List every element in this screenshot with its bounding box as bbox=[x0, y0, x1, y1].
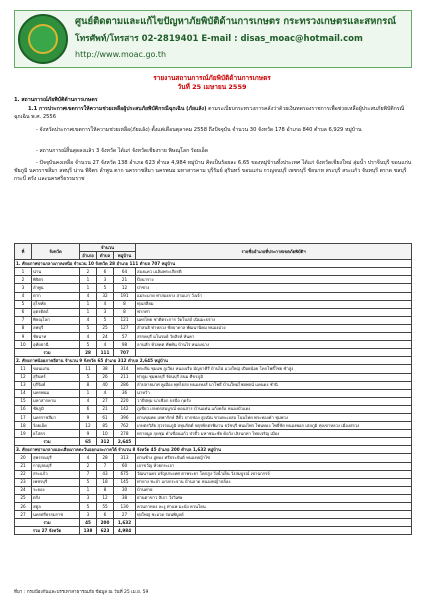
village-count: 396 bbox=[114, 413, 136, 421]
col-header-detail: รายชื่ออำเภอที่ประกาศเขตภัยพิบัติฯ bbox=[136, 244, 412, 260]
subsection-paragraph: 1.1 การประกาศเขตการให้ความช่วยเหลือผู้ประสบภัยพิบัติกรณีฉุกเฉิน (ภัยแล้ง) ตามระเบียบกระทรวงการคลังว่าด้วยเงินทดรองราชการเพื่อช่วยเหลือผู้ประสบภัยพิบัติกรณีฉุกเฉิน พ.ศ. 2556 bbox=[14, 106, 405, 120]
subtotal-village: 707 bbox=[114, 349, 136, 357]
tambon-count: 10 bbox=[97, 430, 114, 438]
district-list: ลำสนธิ ท่าหลวง ชัยบาดาล พัฒนานิคม หนองม่วง bbox=[136, 324, 412, 332]
declared-provinces-paragraph: - จังหวัดประกาศเขตการให้ความช่วยเหลือ(ภัยแล้ง) ตั้งแต่เดือนตุลาคม 2558 ถึงปัจจุบัน จำนวน 30 จังหวัด 178 อำเภอ 840 ตำบล 6,929 หมู่บ้าน bbox=[36, 127, 362, 133]
table-row bbox=[15, 333, 412, 341]
row-number: 24 bbox=[15, 486, 32, 494]
province-name: สุรินทร์ bbox=[32, 373, 80, 381]
district-list: ฟากท่า bbox=[136, 308, 412, 316]
subtotal-tambon: 200 bbox=[97, 519, 114, 527]
village-count: 142 bbox=[114, 405, 136, 413]
row-number: 11 bbox=[15, 365, 32, 373]
tambon-count: 27 bbox=[97, 397, 114, 405]
table-row bbox=[15, 470, 412, 478]
district-list: ท่ายาง ชะอำ แก่งกระจาน บ้านลาด หนองหญ้าปล้อง bbox=[136, 478, 412, 486]
district-list: ภูเขียว เกษตรสมบูรณ์ คอนสาร บ้านแท่น แก้งคร้อ หนองบัวแดง bbox=[136, 405, 412, 413]
amphoe-count: 5 bbox=[80, 373, 97, 381]
subtotal-label: รวม bbox=[15, 519, 80, 527]
village-count: 30 bbox=[114, 486, 136, 494]
province-name: อุตรดิตถ์ bbox=[32, 308, 80, 316]
contact-line: โทรศัพท์/โทรสาร 02-2819401 E-mail : disas_moac@hotmail.com bbox=[75, 34, 363, 44]
amphoe-count: 5 bbox=[80, 503, 97, 511]
table-row bbox=[15, 268, 412, 276]
row-number: 1 bbox=[15, 268, 32, 276]
grand-total-village: 4,984 bbox=[114, 527, 136, 535]
village-count: 130 bbox=[114, 503, 136, 511]
amphoe-count: 1 bbox=[80, 308, 97, 316]
row-number: 5 bbox=[15, 300, 32, 308]
village-count: 127 bbox=[114, 324, 136, 332]
ministry-logo bbox=[18, 14, 68, 64]
grand-total-row bbox=[15, 527, 412, 535]
amphoe-count: 5 bbox=[80, 478, 97, 486]
province-name: สระแก้ว bbox=[32, 470, 80, 478]
amphoe-count: 9 bbox=[80, 430, 97, 438]
district-list: เลาขวัญ ห้วยกระเจา bbox=[136, 462, 412, 470]
row-number: 10 bbox=[15, 341, 32, 349]
village-count: 12 bbox=[114, 284, 136, 292]
village-count: 38 bbox=[114, 494, 136, 502]
village-count: 57 bbox=[114, 333, 136, 341]
subtotal-row bbox=[15, 349, 412, 357]
table-row bbox=[15, 397, 412, 405]
table-row bbox=[15, 430, 412, 438]
district-list: ท่าตูม ชุมพลบุรี รัตนบุรี สนม ศีขรภูมิ bbox=[136, 373, 412, 381]
province-name: พิจิตร bbox=[32, 276, 80, 284]
tambon-count: 28 bbox=[97, 454, 114, 462]
province-name: ร้อยเอ็ด bbox=[32, 422, 80, 430]
tambon-count: 24 bbox=[97, 333, 114, 341]
district-list: บึงนาราง bbox=[136, 276, 412, 284]
subtotal-row bbox=[15, 438, 412, 446]
village-count: 762 bbox=[114, 422, 136, 430]
amphoe-count: 6 bbox=[80, 405, 97, 413]
col-header-count: จำนวน bbox=[80, 244, 136, 252]
province-name: น่าน bbox=[32, 268, 80, 276]
district-list: ด่านขุนทด เทพารักษ์ สีคิ้ว ปากช่อง สูงเนิน ขามทะเลสอ โนนไทย พระทองคำ ชุมพวง bbox=[136, 413, 412, 421]
amphoe-count: 7 bbox=[80, 470, 97, 478]
province-name: ระยอง bbox=[32, 486, 80, 494]
region-group-title: 1. ศักยภาพปานกลางภาคเหนือ จำนวน 10 จังหวัด 28 อำเภอ 111 ตำบล 707 หมู่บ้าน bbox=[15, 260, 412, 268]
row-number: 4 bbox=[15, 292, 32, 300]
subtotal-village: 2,645 bbox=[114, 438, 136, 446]
table-row bbox=[15, 389, 412, 397]
province-name: ตาก bbox=[32, 292, 80, 300]
row-number: 2 bbox=[15, 276, 32, 284]
village-count: 60 bbox=[114, 462, 136, 470]
amphoe-count: 5 bbox=[80, 324, 97, 332]
row-number: 27 bbox=[15, 511, 32, 519]
province-name: ยโสธร bbox=[32, 430, 80, 438]
document-date: วันที่ 25 เมษายน 2559 bbox=[177, 83, 247, 91]
tambon-count: 55 bbox=[97, 503, 114, 511]
district-list: วาปีปทุม นาเชือก บรบือ กุดรัง bbox=[136, 397, 412, 405]
tambon-count: 21 bbox=[97, 405, 114, 413]
province-name: ลพบุรี bbox=[32, 324, 80, 332]
district-list: ด่านช้าง อู่ทอง ศรีประจันต์ หนองหญ้าไซ bbox=[136, 454, 412, 462]
village-count: 191 bbox=[114, 292, 136, 300]
table-row bbox=[15, 413, 412, 421]
district-list: สรรคบุรี มโนรมย์ วัดสิงห์ หันคา bbox=[136, 333, 412, 341]
amphoe-count: 1 bbox=[80, 486, 97, 494]
village-count: 675 bbox=[114, 470, 136, 478]
village-count: 98 bbox=[114, 341, 136, 349]
row-number: 25 bbox=[15, 494, 32, 502]
village-count: 36 bbox=[114, 389, 136, 397]
col-header-village: หมู่บ้าน bbox=[114, 252, 136, 260]
row-number: 13 bbox=[15, 381, 32, 389]
village-count: 64 bbox=[114, 268, 136, 276]
tambon-count: 5 bbox=[97, 284, 114, 292]
province-name: นครพนม bbox=[32, 389, 80, 397]
province-name: ขอนแก่น bbox=[32, 365, 80, 373]
table-row bbox=[15, 292, 412, 300]
province-name: สุโขทัย bbox=[32, 300, 80, 308]
province-name: นครราชสีมา bbox=[32, 413, 80, 421]
amphoe-count: 4 bbox=[80, 316, 97, 324]
district-list: ทุ่งเสลี่ยม bbox=[136, 300, 412, 308]
row-number: 22 bbox=[15, 470, 32, 478]
province-name: ลำพูน bbox=[32, 284, 80, 292]
row-number: 15 bbox=[15, 397, 32, 405]
tambon-count: 25 bbox=[97, 324, 114, 332]
amphoe-count: 1 bbox=[80, 389, 97, 397]
district-list: วัฒนานคร อรัญประเทศ ตาพระยา โคกสูง วังน้ำเย็น วังสมบูรณ์ เขาฉกรรจ์ bbox=[136, 470, 412, 478]
website-link[interactable]: http://www.moac.go.th bbox=[75, 50, 167, 59]
col-header-tambon: ตำบล bbox=[97, 252, 114, 260]
row-number: 7 bbox=[15, 316, 32, 324]
row-number: 26 bbox=[15, 503, 32, 511]
subtotal-blank bbox=[136, 438, 412, 446]
tambon-count: 61 bbox=[97, 413, 114, 421]
table-row bbox=[15, 381, 412, 389]
region-group-title: 3. ศักยภาพปานกลางและเสี่ยงภาคตะวันออกและภาคใต้ จำนวน 8 จังหวัด 45 อำเภอ 200 ตำบล 1,632 หมู่บ้าน bbox=[15, 446, 412, 454]
amphoe-count: 2 bbox=[80, 268, 97, 276]
subtotal-label: รวม bbox=[15, 438, 80, 446]
region-group-title: 2. ศักยภาพน้อยภาคอีสาน จำนวน 9 จังหวัด 65 อำเภอ 312 ตำบล 2,645 หมู่บ้าน bbox=[15, 357, 412, 365]
tambon-count: 18 bbox=[97, 478, 114, 486]
row-number: 3 bbox=[15, 284, 32, 292]
tambon-count: 38 bbox=[97, 365, 114, 373]
drought-declaration-table bbox=[14, 243, 412, 535]
subtotal-tambon: 312 bbox=[97, 438, 114, 446]
province-name: ตรัง bbox=[32, 494, 80, 502]
tambon-count: 7 bbox=[97, 462, 114, 470]
province-name: สุพรรณบุรี bbox=[32, 454, 80, 462]
row-number: 21 bbox=[15, 462, 32, 470]
province-name: มหาสารคาม bbox=[32, 397, 80, 405]
table-row bbox=[15, 422, 412, 430]
table-row bbox=[15, 462, 412, 470]
subtotal-row bbox=[15, 519, 412, 527]
row-number: 14 bbox=[15, 389, 32, 397]
village-count: 278 bbox=[114, 430, 136, 438]
amphoe-count: 4 bbox=[80, 333, 97, 341]
row-number: 16 bbox=[15, 405, 32, 413]
amphoe-count: 4 bbox=[80, 292, 97, 300]
table-row bbox=[15, 511, 412, 519]
village-count: 286 bbox=[114, 381, 136, 389]
table-row bbox=[15, 486, 412, 494]
amphoe-count: 2 bbox=[80, 462, 97, 470]
district-list: ทุ่งใหญ่ ชะอวด ร่อนพิบูลย์ bbox=[136, 511, 412, 519]
grand-total-amphoe: 138 bbox=[80, 527, 97, 535]
grand-total-tambon: 623 bbox=[97, 527, 114, 535]
grand-total-label: รวม 27 จังหวัด bbox=[15, 527, 80, 535]
province-name: กาญจนบุรี bbox=[32, 462, 80, 470]
subtotal-label: รวม bbox=[15, 349, 80, 357]
table-row bbox=[15, 494, 412, 502]
tambon-count: 5 bbox=[97, 316, 114, 324]
table-row bbox=[15, 454, 412, 462]
row-number: 17 bbox=[15, 413, 32, 421]
table-row bbox=[15, 276, 412, 284]
village-count: 21 bbox=[114, 276, 136, 284]
amphoe-count: 9 bbox=[80, 413, 97, 421]
subtotal-amphoe: 65 bbox=[80, 438, 97, 446]
province-name: พิษณุโลก bbox=[32, 316, 80, 324]
region-group-row bbox=[15, 446, 412, 454]
amphoe-count: 3 bbox=[80, 511, 97, 519]
tambon-count: 40 bbox=[97, 381, 114, 389]
row-number: 18 bbox=[15, 422, 32, 430]
col-header-province: จังหวัด bbox=[32, 244, 80, 260]
amphoe-count: 4 bbox=[80, 454, 97, 462]
village-count: 8 bbox=[114, 308, 136, 316]
village-count: 314 bbox=[114, 365, 136, 373]
table-row bbox=[15, 341, 412, 349]
province-name: อุทัยธานี bbox=[32, 341, 80, 349]
tambon-count: 26 bbox=[97, 373, 114, 381]
grand-total-blank bbox=[136, 527, 412, 535]
province-name: สตูล bbox=[32, 503, 80, 511]
province-name: เพชรบุรี bbox=[32, 478, 80, 486]
district-list: นครไทย ชาติตระการ วัดโบสถ์ เนินมะปราง bbox=[136, 316, 412, 324]
table-row bbox=[15, 478, 412, 486]
amphoe-count: 5 bbox=[80, 341, 97, 349]
region-group-row bbox=[15, 357, 412, 365]
district-list: ย่านตาขาว สิเกา วังวิเศษ bbox=[136, 494, 412, 502]
table-row bbox=[15, 405, 412, 413]
subtotal-blank bbox=[136, 349, 412, 357]
tambon-count: 4 bbox=[97, 389, 114, 397]
row-number: 20 bbox=[15, 454, 32, 462]
province-name: ชัยนาท bbox=[32, 333, 80, 341]
province-name: นครศรีธรรมราช bbox=[32, 511, 80, 519]
district-list: ลำปลายมาศ คูเมือง พุทไธสง หนองหงส์ นาโพธิ์ บ้านใหม่ไชยพจน์ แคนดง ชำนิ bbox=[136, 381, 412, 389]
subtotal-blank bbox=[136, 519, 412, 527]
row-number: 8 bbox=[15, 324, 32, 332]
row-number: 6 bbox=[15, 308, 32, 316]
row-number: 23 bbox=[15, 478, 32, 486]
subtotal-amphoe: 45 bbox=[80, 519, 97, 527]
tambon-count: 43 bbox=[97, 470, 114, 478]
amphoe-count: 11 bbox=[80, 365, 97, 373]
district-list: นาหว้า bbox=[136, 389, 412, 397]
district-list: สองแคว เฉลิมพระเกียรติ bbox=[136, 268, 412, 276]
amphoe-count: 1 bbox=[80, 300, 97, 308]
ended-provinces-paragraph: - สถานการณ์สิ้นสุดลงแล้ว 3 จังหวัด ได้แก่ จังหวัดเชียงราย พิษณุโลก ร้อยเอ็ด bbox=[36, 148, 209, 154]
tambon-count: 6 bbox=[97, 511, 114, 519]
tambon-count: 85 bbox=[97, 422, 114, 430]
village-count: 211 bbox=[114, 373, 136, 381]
section-heading: 1. สถานการณ์ภัยพิบัติด้านการเกษตร bbox=[14, 97, 98, 103]
amphoe-count: 12 bbox=[80, 422, 97, 430]
tambon-count: 12 bbox=[97, 494, 114, 502]
district-list: ป่าซาง bbox=[136, 284, 412, 292]
table-row bbox=[15, 373, 412, 381]
tambon-count: 6 bbox=[97, 268, 114, 276]
province-name: ชัยภูมิ bbox=[32, 405, 80, 413]
village-count: 27 bbox=[114, 511, 136, 519]
tambon-count: 32 bbox=[97, 292, 114, 300]
source-note: ที่มา : กรมป้องกันและบรรเทาสาธารณภัย ข้อมูล ณ วันที่ 25 เม.ย. 59 bbox=[14, 590, 149, 595]
subtotal-tambon: 111 bbox=[97, 349, 114, 357]
amphoe-count: 3 bbox=[80, 494, 97, 502]
district-list: บ้านค่าย bbox=[136, 486, 412, 494]
org-name: ศูนย์ติดตามและแก้ไขปัญหาภัยพิบัติด้านการเกษตร กระทรวงเกษตรและสหกรณ์ bbox=[75, 16, 397, 27]
tambon-count: 8 bbox=[97, 486, 114, 494]
tambon-count: 4 bbox=[97, 341, 114, 349]
table-row bbox=[15, 324, 412, 332]
village-count: 313 bbox=[114, 454, 136, 462]
region-group-row bbox=[15, 260, 412, 268]
amphoe-count: 1 bbox=[80, 284, 97, 292]
amphoe-count: 8 bbox=[80, 381, 97, 389]
amphoe-count: 4 bbox=[80, 397, 97, 405]
col-header-amphoe: อำเภอ bbox=[80, 252, 97, 260]
district-list: ควนกาหลง ละงู ท่าแพ มะนัง ควนโดน bbox=[136, 503, 412, 511]
district-list: เกษตรวิสัย สุวรรณภูมิ ปทุมรัตต์ จตุรพักตรพิมาน ธวัชบุรี พนมไพร โพนทอง โพธิ์ชัย หนองพอก เสลภูมิ ทุ่งเขาหลวง เมืองสรวง bbox=[136, 422, 412, 430]
table-row bbox=[15, 284, 412, 292]
row-number: 19 bbox=[15, 430, 32, 438]
table-row bbox=[15, 316, 412, 324]
village-count: 121 bbox=[114, 316, 136, 324]
district-list: พระยืน ชุมแพ ภูเวียง หนองเรือ มัญจาคีรี บ้านไผ่ แวงใหญ่ เปือยน้อย โคกโพธิ์ไชย ซำสูง bbox=[136, 365, 412, 373]
remaining-provinces-paragraph: - ปัจจุบันคงเหลือ จำนวน 27 จังหวัด 138 อำเภอ 623 ตำบล 4,984 หมู่บ้าน คิดเป็นร้อยละ 6.65 ของหมู่บ้านทั้งประเทศ ได้แก่ จังหวัดเชียงใหม่ ลุ่มน้ำ ปราจีนบุรี ขอนแก่น ชัยภูมิ นครราชสีมา ลพบุรี น่าน พิจิตร ลำพูน ตาก นครราชสีมา นครพนม มหาสารคาม บุรีรัมย์ สุรินทร์ ขอนแก่น กาญจนบุรี เพชรบุรี ชัยนาท สระบุรี สระแก้ว จันทบุรี ตราด ชลบุรี กระบี่ ตรัง และนครศรีธรรมราช bbox=[14, 160, 412, 182]
letterhead bbox=[14, 10, 412, 68]
tambon-count: 3 bbox=[97, 308, 114, 316]
district-list: แม่ระมาด ท่าสองยาง สามเงา วังเจ้า bbox=[136, 292, 412, 300]
document-title: รายงานสถานการณ์ภัยพิบัติด้านการเกษตร bbox=[153, 74, 271, 82]
village-count: 145 bbox=[114, 478, 136, 486]
village-count: 8 bbox=[114, 300, 136, 308]
row-number: 12 bbox=[15, 373, 32, 381]
subtotal-village: 1,632 bbox=[114, 519, 136, 527]
table-row bbox=[15, 365, 412, 373]
village-count: 220 bbox=[114, 397, 136, 405]
table-row bbox=[15, 300, 412, 308]
col-header-no: ที่ bbox=[15, 244, 32, 260]
subtotal-amphoe: 28 bbox=[80, 349, 97, 357]
row-number: 9 bbox=[15, 333, 32, 341]
table-row bbox=[15, 308, 412, 316]
province-name: บุรีรัมย์ bbox=[32, 381, 80, 389]
table-row bbox=[15, 503, 412, 511]
amphoe-count: 1 bbox=[80, 276, 97, 284]
tambon-count: 3 bbox=[97, 276, 114, 284]
district-list: ลานสัก ห้วยคต ทัพทัน บ้านไร่ หนองฉาง bbox=[136, 341, 412, 349]
tambon-count: 4 bbox=[97, 300, 114, 308]
district-list: ทรายมูล กุดชุม คำเขื่อนแก้ว ป่าติ้ว มหาชนะชัย ค้อวัง เลิงนกทา ไทยเจริญ เมือง bbox=[136, 430, 412, 438]
